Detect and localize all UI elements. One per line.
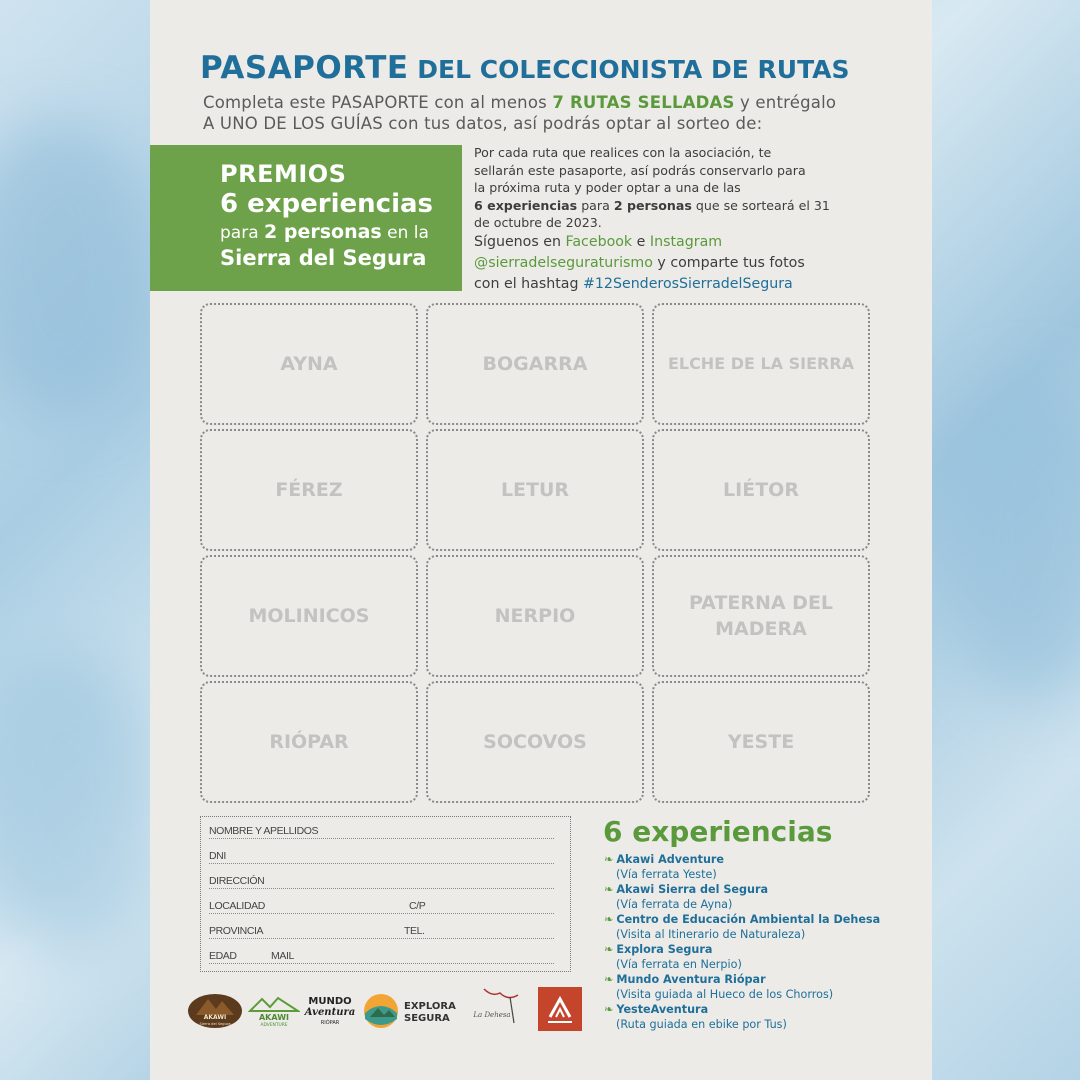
list-item: ❧ Akawi Adventure (Vía ferrata Yeste): [604, 852, 904, 882]
facebook-link[interactable]: Facebook: [565, 234, 633, 250]
svg-text:EXPLORA: EXPLORA: [404, 1001, 456, 1012]
stamp-box-ayna: AYNA: [200, 303, 418, 425]
stamp-box-elche-de-la-sierra: ELCHE DE LA SIERRA: [652, 303, 870, 425]
list-item: ❧ Akawi Sierra del Segura (Vía ferrata de Ayna): [604, 882, 904, 912]
stamp-box-bogarra: BOGARRA: [426, 303, 644, 425]
stamp-box-socovos: SOCOVOS: [426, 681, 644, 803]
stamp-box-yeste: YESTE: [652, 681, 870, 803]
yeste-aventura-logo: [538, 987, 582, 1031]
social-paragraph: Síguenos en Facebook e Instagram @sierradelseguraturismo y comparte tus fotos con el hashtag #12SenderosSierradelSegura: [474, 234, 805, 292]
list-item: ❧ Mundo Aventura Riópar (Visita guiada al Hueco de los Chorros): [604, 972, 904, 1002]
intro-text: Completa este PASAPORTE con al menos 7 RUTAS SELLADAS y entrégalo A UNO DE LOS GUÍAS con tus datos, así podrás optar al sorteo de:: [203, 93, 837, 133]
stamp-box-ferez: FÉREZ: [200, 429, 418, 551]
dni-field[interactable]: DNI: [209, 846, 554, 864]
akawi-sierra-logo: [186, 989, 244, 1029]
personal-data-form: [200, 816, 571, 972]
svg-text:RIÓPAR: RIÓPAR: [320, 1020, 340, 1026]
stamp-grid: [200, 303, 872, 803]
mundo-aventura-logo: [304, 993, 356, 1029]
province-tel-field[interactable]: PROVINCIA TEL.: [209, 921, 554, 939]
instagram-link[interactable]: Instagram: [649, 234, 723, 250]
svg-text:Aventura: Aventura: [304, 1007, 356, 1018]
stamp-box-molinicos: MOLINICOS: [200, 555, 418, 677]
experiences-list: [604, 852, 904, 1032]
list-item: ❧ Explora Segura (Vía ferrata en Nerpio): [604, 942, 904, 972]
stamp-box-nerpio: NERPIO: [426, 555, 644, 677]
list-item: ❧ YesteAventura (Ruta guiada en ebike por Tus): [604, 1002, 904, 1032]
svg-text:MUNDO: MUNDO: [308, 996, 352, 1007]
stamp-box-lietor: LIÉTOR: [652, 429, 870, 551]
svg-text:La Dehesa: La Dehesa: [473, 1011, 511, 1019]
svg-text:Sierra del Segura: Sierra del Segura: [199, 1022, 231, 1026]
age-mail-field[interactable]: EDAD MAIL: [209, 946, 554, 964]
svg-text:ADVENTURE: ADVENTURE: [260, 1023, 288, 1028]
prize-text: PREMIOS 6 experiencias para 2 personas en la Sierra del Segura: [220, 160, 434, 270]
background-blot: [0, 650, 160, 950]
list-item: ❧ Centro de Educación Ambiental la Dehesa (Visita al Itinerario de Naturaleza): [604, 912, 904, 942]
stamp-box-paterna-del-madera: PATERNA DEL MADERA: [652, 555, 870, 677]
svg-text:SEGURA: SEGURA: [404, 1013, 450, 1024]
info-paragraph: Por cada ruta que realices con la asociación, te sellarán este pasaporte, así podrás conservarlo para la próxima ruta y poder optar a una de las 6 experiencias para 2 personas que se sorteará el 31 de octubre de 2023.: [474, 145, 830, 230]
page-title: PASAPORTE DEL COLECCIONISTA DE RUTAS: [200, 50, 850, 86]
svg-text:AKAWI: AKAWI: [258, 1013, 290, 1022]
experiences-title: 6 experiencias: [603, 815, 833, 848]
hashtag[interactable]: #12SenderosSierradelSegura: [583, 276, 793, 292]
stamp-box-riopar: RIÓPAR: [200, 681, 418, 803]
stamp-box-letur: LETUR: [426, 429, 644, 551]
explora-segura-logo: [362, 991, 468, 1031]
svg-text:AKAWI: AKAWI: [203, 1014, 227, 1021]
city-zip-field[interactable]: LOCALIDAD C/P: [209, 896, 554, 914]
background-blot: [940, 380, 1080, 700]
akawi-adventure-logo: [248, 995, 300, 1029]
sponsor-logos: [186, 985, 586, 1035]
la-dehesa-logo: [470, 985, 530, 1031]
background-blot: [0, 120, 160, 420]
instagram-handle[interactable]: @sierradelseguraturismo: [474, 255, 653, 271]
name-field[interactable]: NOMBRE Y APELLIDOS: [209, 821, 554, 839]
address-field[interactable]: DIRECCIÓN: [209, 871, 554, 889]
